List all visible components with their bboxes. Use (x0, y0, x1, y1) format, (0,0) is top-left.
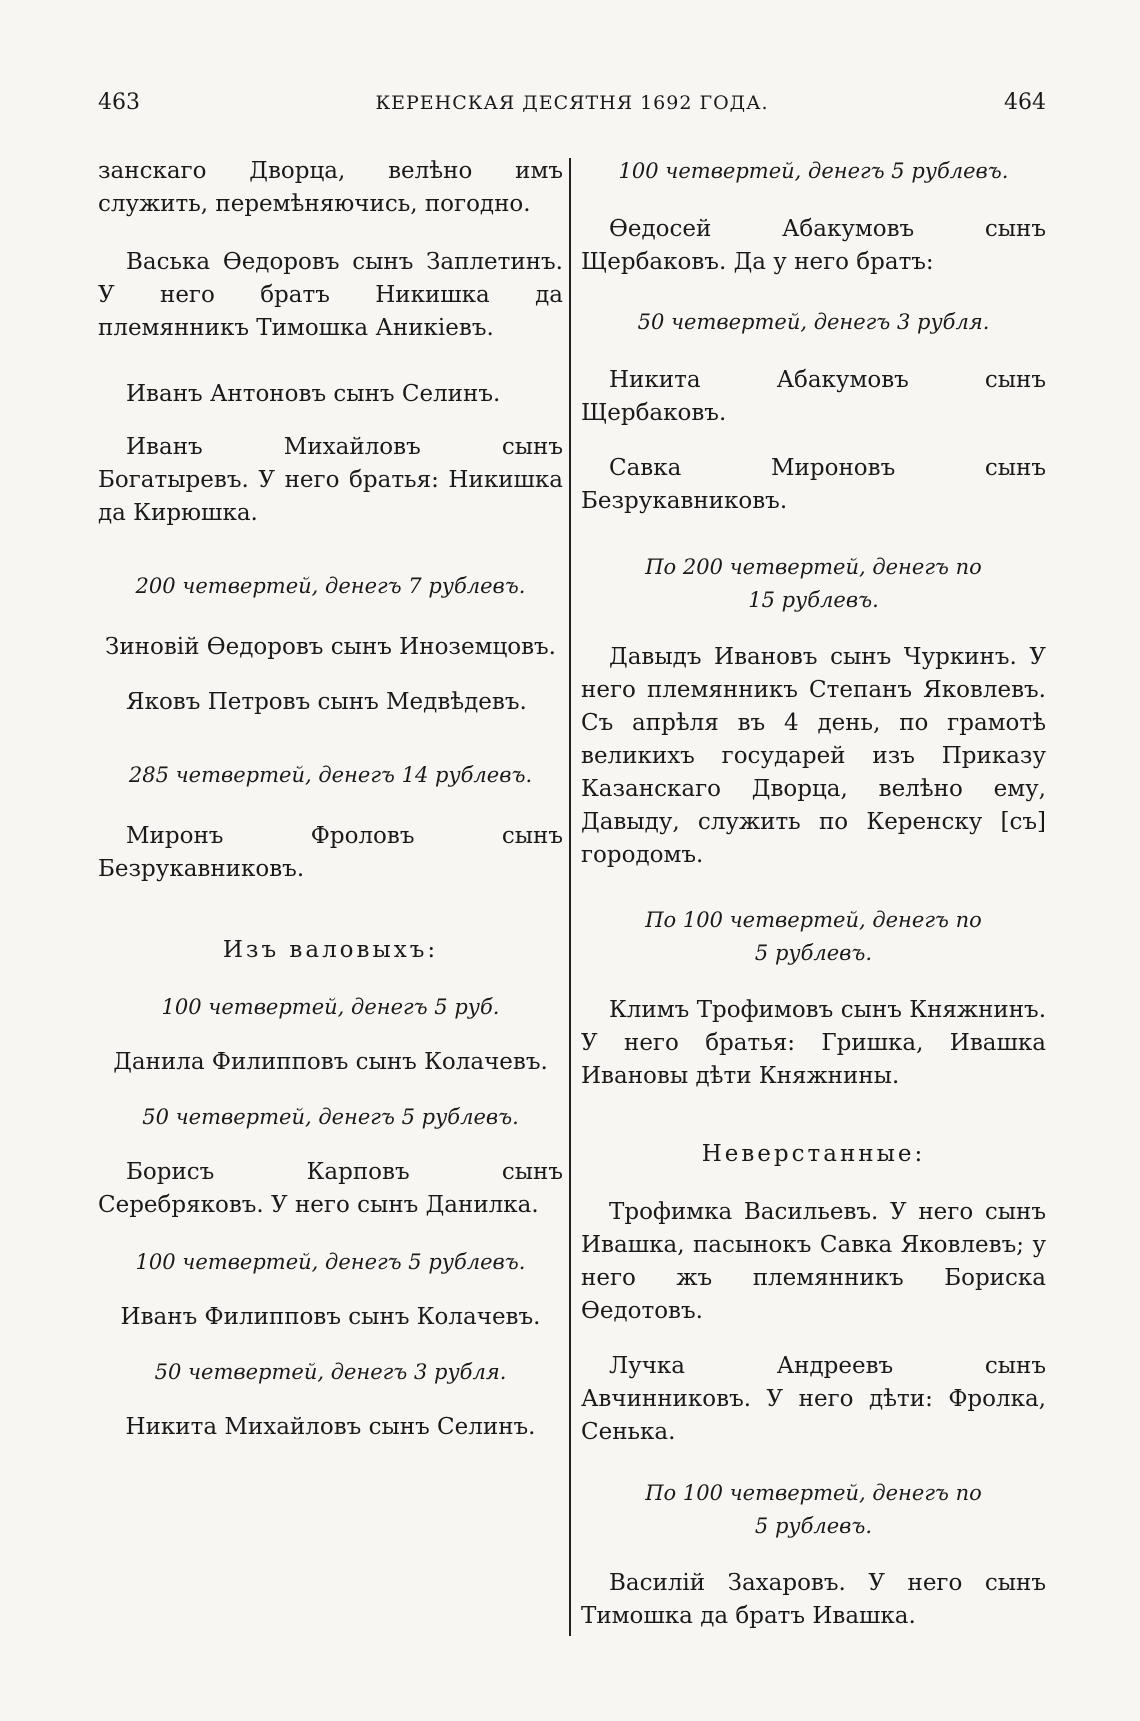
section-heading: 50 четвертей, денегъ 5 рублевъ. (142, 1105, 519, 1129)
section-heading: 285 четвертей, денегъ 14 рублевъ. (128, 763, 533, 787)
paragraph: занскаго Дворца, велѣно имъ служить, перемѣняючись, погодно. (98, 158, 563, 217)
section-heading: 5 рублевъ. (754, 941, 873, 965)
paragraph: Климъ Трофимовъ сынъ Княжнинъ. У него братья: Гришка, Ивашка Ивановы дѣти Княжнины. (581, 997, 1046, 1089)
paragraph: Савка Мироновъ сынъ Безрукавниковъ. (581, 455, 1046, 514)
paragraph: Зиновій Ѳедоровъ сынъ Иноземцовъ. (105, 634, 556, 660)
section-heading: Изъ валовыхъ: (222, 937, 439, 963)
paragraph: Борисъ Карповъ сынъ Серебряковъ. У него сынъ Данилка. (98, 1159, 563, 1218)
paragraph: Василій Захаровъ. У него сынъ Тимошка да братъ Ивашка. (581, 1570, 1046, 1629)
paragraph: Иванъ Антоновъ сынъ Селинъ. (126, 381, 501, 407)
paragraph: Трофимка Васильевъ. У него сынъ Ивашка, пасынокъ Савка Яковлевъ; у него жъ племянникъ Бориска Ѳедотовъ. (581, 1199, 1046, 1324)
section-heading: 100 четвертей, денегъ 5 рублевъ. (135, 1250, 526, 1274)
running-title: КЕРЕНСКАЯ ДЕСЯТНЯ 1692 ГОДА. (375, 92, 769, 114)
section-heading: 5 рублевъ. (754, 1514, 873, 1538)
paragraph: Давыдъ Ивановъ сынъ Чуркинъ. У него племянникъ Степанъ Яковлевъ. Съ апрѣля въ 4 день, по грамотѣ великихъ государей изъ Приказу Казанскаго Дворца, велѣно ему, Давыду, служить по Керенску [съ] городомъ. (581, 644, 1046, 868)
left-page-number: 463 (98, 90, 140, 115)
paragraph: Иванъ Филипповъ сынъ Колачевъ. (120, 1304, 541, 1330)
page-header (98, 90, 1046, 130)
section-heading: 100 четвертей, денегъ 5 рублевъ. (618, 159, 1009, 183)
paragraph: Никита Абакумовъ сынъ Щербаковъ. (581, 367, 1046, 426)
paragraph: Яковъ Петровъ сынъ Медвѣдевъ. (126, 689, 527, 715)
section-heading: 50 четвертей, денегъ 3 рубля. (637, 310, 990, 334)
section-heading: По 200 четвертей, денегъ по (645, 555, 982, 579)
section-heading: По 100 четвертей, денегъ по (645, 908, 982, 932)
paragraph: Васька Ѳедоровъ сынъ Заплетинъ. У него братъ Никишка да племянникъ Тимошка Аникіевъ. (98, 249, 563, 341)
right-column (581, 155, 1046, 1633)
paragraph: Иванъ Михайловъ сынъ Богатыревъ. У него братья: Никишка да Кирюшка. (98, 434, 563, 526)
paragraph: Лучка Андреевъ сынъ Авчинниковъ. У него дѣти: Фролка, Сенька. (581, 1353, 1046, 1445)
section-heading: По 100 четвертей, денегъ по (645, 1481, 982, 1505)
column-divider (569, 158, 571, 1636)
section-heading: 200 четвертей, денегъ 7 рублевъ. (135, 574, 526, 598)
paragraph: Ѳедосей Абакумовъ сынъ Щербаковъ. Да у него братъ: (581, 216, 1046, 275)
paragraph: Миронъ Фроловъ сынъ Безрукавниковъ. (98, 823, 563, 882)
right-page-number: 464 (1004, 90, 1046, 115)
paragraph: Данила Филипповъ сынъ Колачевъ. (113, 1049, 548, 1075)
section-heading: Неверстанные: (701, 1141, 926, 1167)
section-heading: 100 четвертей, денегъ 5 руб. (161, 995, 500, 1019)
section-heading: 15 рублевъ. (748, 588, 879, 612)
paragraph: Никита Михайловъ сынъ Селинъ. (125, 1414, 536, 1440)
left-column (98, 155, 563, 1444)
section-heading: 50 четвертей, денегъ 3 рубля. (154, 1360, 507, 1384)
